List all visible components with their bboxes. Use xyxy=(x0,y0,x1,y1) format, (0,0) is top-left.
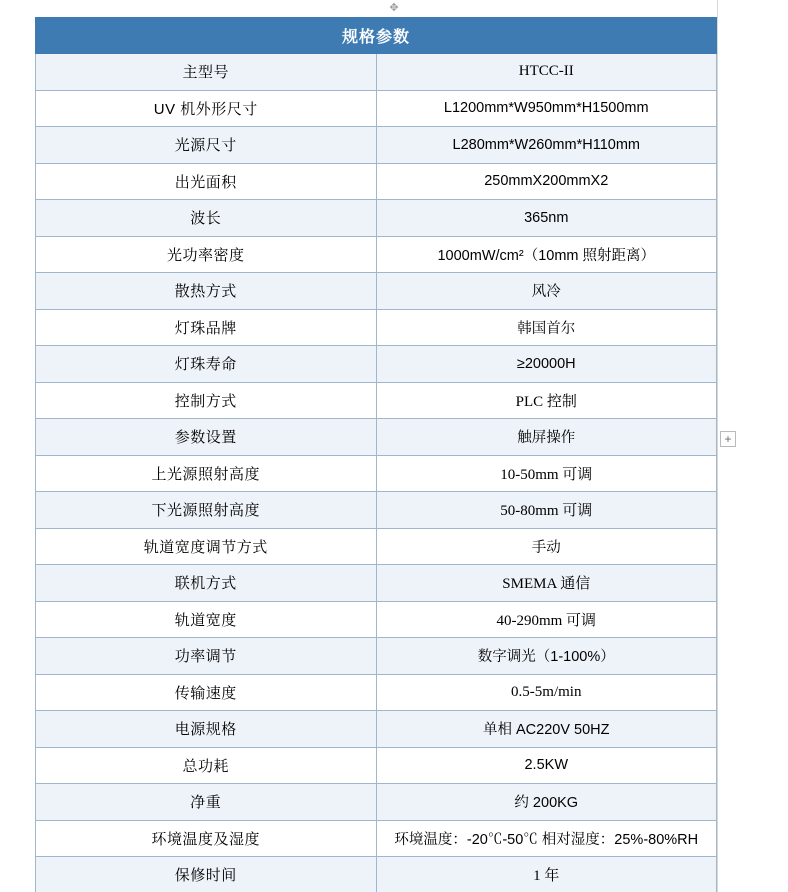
spec-value: 2.5KW xyxy=(376,747,717,784)
spec-label: 下光源照射高度 xyxy=(36,492,377,529)
spec-value: 250mmX200mmX2 xyxy=(376,163,717,200)
spec-value: 韩国首尔 xyxy=(376,309,717,346)
spec-label: 轨道宽度 xyxy=(36,601,377,638)
page-right-edge xyxy=(717,0,718,892)
spec-label: UV 机外形尺寸 xyxy=(36,90,377,127)
spec-value: SMEMA 通信 xyxy=(376,565,717,602)
spec-value: 约 200KG xyxy=(376,784,717,821)
spec-value: 数字调光（1-100%） xyxy=(376,638,717,675)
add-column-handle[interactable]: + xyxy=(720,431,736,447)
spec-value: L1200mm*W950mm*H1500mm xyxy=(376,90,717,127)
spec-label: 传输速度 xyxy=(36,674,377,711)
spec-value: 365nm xyxy=(376,200,717,237)
spec-label: 主型号 xyxy=(36,54,377,91)
spec-table xyxy=(35,17,717,892)
table-row xyxy=(36,309,717,346)
spec-label: 净重 xyxy=(36,784,377,821)
table-row xyxy=(36,273,717,310)
spec-label: 保修时间 xyxy=(36,857,377,892)
spec-value: 1 年 xyxy=(376,857,717,892)
spec-value: 40-290mm 可调 xyxy=(376,601,717,638)
spec-label: 环境温度及湿度 xyxy=(36,820,377,857)
spec-value: 1000mW/cm²（10mm 照射距离） xyxy=(376,236,717,273)
table-row xyxy=(36,528,717,565)
table-title: 规格参数 xyxy=(36,18,717,54)
spec-value: 0.5-5m/min xyxy=(376,674,717,711)
spec-label: 光功率密度 xyxy=(36,236,377,273)
table-row xyxy=(36,236,717,273)
spec-label: 上光源照射高度 xyxy=(36,455,377,492)
table-row xyxy=(36,163,717,200)
spec-label: 功率调节 xyxy=(36,638,377,675)
table-title-row xyxy=(36,18,717,54)
table-row xyxy=(36,784,717,821)
table-row xyxy=(36,565,717,602)
table-row xyxy=(36,492,717,529)
table-row xyxy=(36,200,717,237)
table-row xyxy=(36,601,717,638)
spec-label: 总功耗 xyxy=(36,747,377,784)
spec-value: 10-50mm 可调 xyxy=(376,455,717,492)
spec-label: 灯珠寿命 xyxy=(36,346,377,383)
table-row xyxy=(36,127,717,164)
spec-value: PLC 控制 xyxy=(376,382,717,419)
spec-label: 电源规格 xyxy=(36,711,377,748)
spec-label: 参数设置 xyxy=(36,419,377,456)
table-row xyxy=(36,747,717,784)
table-row xyxy=(36,382,717,419)
table-row xyxy=(36,857,717,892)
spec-value: 触屏操作 xyxy=(376,419,717,456)
spec-label: 联机方式 xyxy=(36,565,377,602)
spec-value: 风冷 xyxy=(376,273,717,310)
table-row xyxy=(36,674,717,711)
spec-label: 控制方式 xyxy=(36,382,377,419)
spec-value: 50-80mm 可调 xyxy=(376,492,717,529)
table-row xyxy=(36,419,717,456)
table-row xyxy=(36,711,717,748)
spec-label: 灯珠品牌 xyxy=(36,309,377,346)
table-row xyxy=(36,54,717,91)
move-handle-icon[interactable]: ✥ xyxy=(389,2,399,14)
spec-value: HTCC-II xyxy=(376,54,717,91)
table-row xyxy=(36,90,717,127)
spec-value: ≥20000H xyxy=(376,346,717,383)
spec-table-wrapper xyxy=(35,17,717,892)
spec-value: 手动 xyxy=(376,528,717,565)
spec-value: 环境温度：-20℃-50℃ 相对湿度：25%-80%RH xyxy=(376,820,717,857)
spec-label: 散热方式 xyxy=(36,273,377,310)
table-row xyxy=(36,346,717,383)
spec-label: 出光面积 xyxy=(36,163,377,200)
table-row xyxy=(36,820,717,857)
spec-value: 单相 AC220V 50HZ xyxy=(376,711,717,748)
table-row xyxy=(36,455,717,492)
spec-label: 波长 xyxy=(36,200,377,237)
spec-label: 轨道宽度调节方式 xyxy=(36,528,377,565)
spec-value: L280mm*W260mm*H110mm xyxy=(376,127,717,164)
table-row xyxy=(36,638,717,675)
spec-label: 光源尺寸 xyxy=(36,127,377,164)
